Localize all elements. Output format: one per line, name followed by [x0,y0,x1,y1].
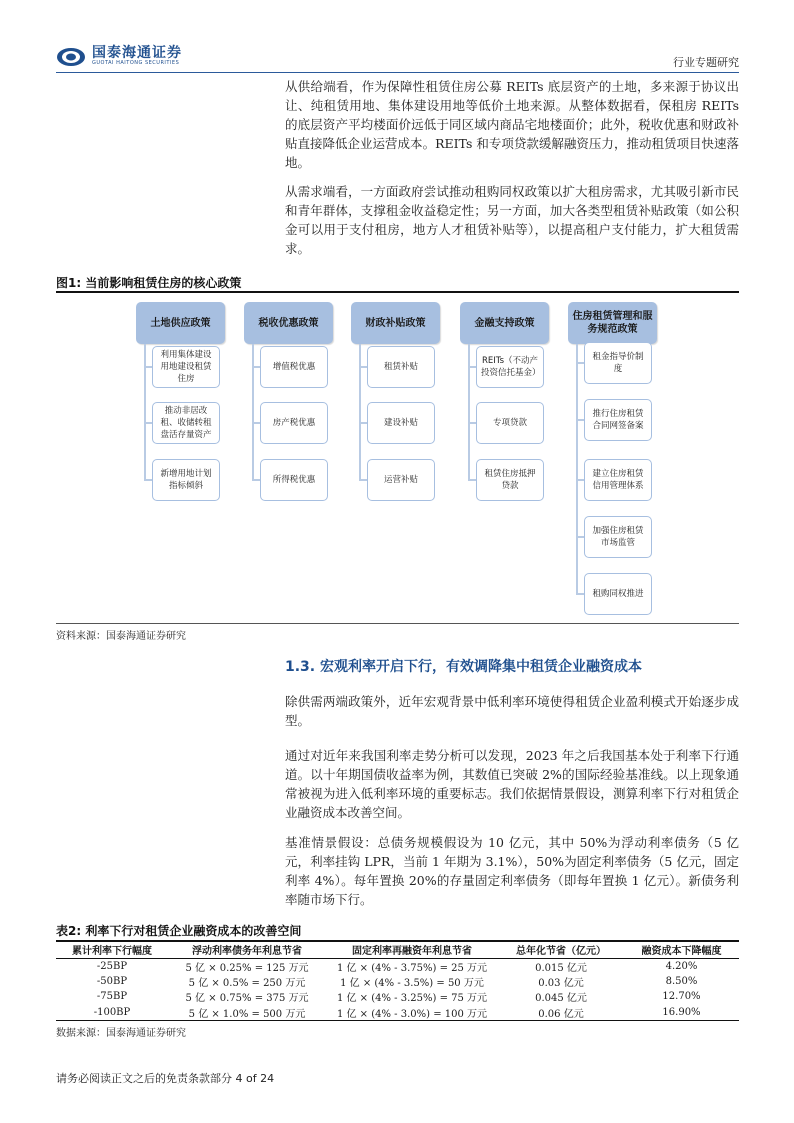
table-header-row [56,941,739,958]
connector-line [468,366,476,368]
paragraph-rate-trend: 通过对近年来我国利率走势分析可以发现，2023 年之后我国基本处于利率下行通道。以十年期国债收益率为例，其数值已突破 2%的国际经验基准线。以上现象通常被视为进入低利率环境的重要标志。我们依据情景假设，测算利率下行对租赁企业融资成本改善空间。 [285,748,739,820]
policy-item-box: 租金指导价制度 [584,342,652,384]
connector-line [468,479,476,481]
table-cell: 1 亿 × (4% - 3.25%) = 75 万元 [336,993,488,1005]
table-cell: 0.03 亿元 [538,977,584,989]
table-header-cell: 累计利率下行幅度 [56,941,168,958]
paragraph-demand: 从需求端看，一方面政府尝试推动租购同权政策以扩大租房需求，尤其吸引新市民和青年群体，支撑租金收益稳定性；另一方面，加大各类型租赁补贴政策（如公积金可以用于支付租房，地方人才租赁补贴等），以提高租户支付能力，扩大租赁需求。 [285,184,739,256]
section-title: 1.3. 宏观利率开启下行，有效调降集中租赁企业融资成本 [285,659,642,675]
policy-item-box: 推动非居改租、收储转租盘活存量资产 [152,402,220,444]
table-cell: -50BP [96,975,128,987]
connector-line [144,366,152,368]
connector-line [252,366,260,368]
table-cell: 0.015 亿元 [535,962,587,974]
table-cell: 0.06 亿元 [498,1005,624,1021]
policy-item-box: 建立住房租赁信用管理体系 [584,459,652,501]
connector-line [359,422,367,424]
policy-category-box: 金融支持政策 [460,302,549,344]
logo-icon [56,47,86,67]
figure-source: 资料来源：国泰海通证券研究 [56,631,186,642]
connector-line [468,344,470,480]
header-divider [56,72,739,73]
table-header-cell: 融资成本下降幅度 [624,941,739,958]
connector-line [468,422,476,424]
policy-item-box: 加强住房租赁市场监管 [584,516,652,558]
connector-line [144,344,146,480]
policy-item-box: 租赁补贴 [367,346,435,388]
logo-name-cn: 国泰海通证券 [92,45,182,61]
company-logo [56,46,182,67]
connector-line [576,344,578,594]
policy-item-box: 运营补贴 [367,459,435,501]
connector-line [576,479,584,481]
policy-item-box: 专项贷款 [476,402,544,444]
paragraph-scenario: 基准情景假设：总债务规模假设为 10 亿元，其中 50%为浮动利率债务（5 亿元，利率挂钩 LPR，当前 1 年期为 3.1%），50%为固定利率债务（5 亿元，固定利率 4%）。每年置换 20%的存量固定利率债务（即每年置换 1 亿元）。新债务利率随市场下行。 [285,835,739,907]
table-title: 表2: 利率下行对租赁企业融资成本的改善空间 [56,924,302,938]
page-header [56,45,739,72]
policy-item-box: 推行住房租赁合同网签备案 [584,399,652,441]
table-cell: 5 亿 × 1.0% = 500 万元 [168,1005,326,1021]
table-header-cell: 总年化节省（亿元） [498,941,624,958]
policy-item-box: 所得税优惠 [260,459,328,501]
figure-top-rule [56,291,739,293]
report-type: 行业专题研究 [673,56,739,69]
policy-item-box: 利用集体建设用地建设租赁住房 [152,346,220,388]
connector-line [576,536,584,538]
table-cell: 16.90% [624,1005,739,1021]
table-cell: 4.20% [665,960,698,972]
policy-item-box: REITs（不动产投资信托基金） [476,346,544,388]
table-cell: 1 亿 × (4% - 3.0%) = 100 万元 [326,1005,498,1021]
logo-name-en: GUOTAI HAITONG SECURITIES [92,60,180,66]
table-header-cell: 浮动利率债务年利息节省 [168,941,326,958]
table-row [56,1005,739,1021]
policy-item-box: 新增用地计划指标倾斜 [152,459,220,501]
connector-line [359,479,367,481]
policy-category-box: 税收优惠政策 [244,302,333,344]
page-footer: 请务必阅读正文之后的免责条款部分 4 of 24 [56,1072,275,1085]
connector-line [252,344,254,480]
table-cell: 12.70% [662,991,701,1003]
connector-line [576,593,584,595]
table-source: 数据来源：国泰海通证券研究 [56,1028,186,1039]
table-row [56,958,739,974]
policy-item-box: 增值税优惠 [260,346,328,388]
table-cell: -75BP [96,991,128,1003]
table-header-cell: 固定利率再融资年利息节省 [326,941,498,958]
table-row [56,974,739,990]
connector-line [252,479,260,481]
paragraph-supply: 从供给端看，作为保障性租赁住房公募 REITs 底层资产的土地，多来源于协议出让、纯租赁用地、集体建设用地等低价土地来源。从整体数据看，保租房 REITs 的底层资产平均楼面价远低于同区域内商品宅地楼面价；此外，税收优惠和财政补贴直接降低企业运营成本。REITs 和专项贷款缓解融资压力，推动租赁项目快速落地。 [285,79,739,170]
policy-item-box: 租赁住房抵押贷款 [476,459,544,501]
table-cell: 1 亿 × (4% - 3.75%) = 25 万元 [336,962,488,974]
connector-line [576,362,584,364]
connector-line [576,419,584,421]
table-cell: 1 亿 × (4% - 3.5%) = 50 万元 [340,977,484,989]
table-cell: 5 亿 × 0.5% = 250 万元 [188,977,306,989]
table-cell: -100BP [56,1005,168,1021]
figure-bottom-rule [56,623,739,624]
connector-line [144,479,152,481]
policy-category-box: 住房租赁管理和服务规范政策 [568,302,657,344]
table-cell: 5 亿 × 0.75% = 375 万元 [185,993,309,1005]
table-row [56,989,739,1005]
policy-item-box: 建设补贴 [367,402,435,444]
policy-item-box: 租购同权推进 [584,573,652,615]
connector-line [359,344,361,480]
figure-title: 图1: 当前影响租赁住房的核心政策 [56,276,242,290]
connector-line [252,422,260,424]
policy-category-box: 土地供应政策 [136,302,225,344]
table-cell: 8.50% [665,975,698,987]
paragraph-low-rate-intro: 除供需两端政策外，近年宏观背景中低利率环境使得租赁企业盈利模式开始逐步成型。 [285,694,739,728]
financing-cost-table [56,940,739,1021]
table-cell: 5 亿 × 0.25% = 125 万元 [185,962,309,974]
table-cell: -25BP [96,960,128,972]
table-cell: 0.045 亿元 [535,993,587,1005]
policy-item-box: 房产税优惠 [260,402,328,444]
connector-line [144,422,152,424]
connector-line [359,366,367,368]
policy-category-box: 财政补贴政策 [351,302,440,344]
